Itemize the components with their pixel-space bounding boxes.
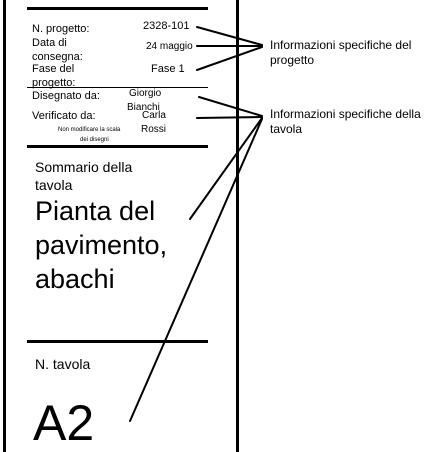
leader-drawn-by: [199, 97, 262, 116]
sheet-number-value: A2: [33, 395, 95, 451]
project-number-label: N. progetto:: [32, 23, 90, 35]
phase-label-line1: Fase del: [32, 63, 75, 75]
summary-label-line2: tavola: [35, 177, 73, 193]
leader-sheet-number: [130, 119, 262, 421]
summary-label-line1: Sommario della: [35, 159, 133, 175]
date-value: 24 maggio: [146, 41, 193, 52]
project-info-annotation-line2: progetto: [270, 53, 315, 67]
checked-by-value-line2: Rossi: [141, 124, 167, 135]
checked-by-label: Verificato da:: [32, 110, 96, 122]
sheet-info-annotation-line1: Informazioni specifiche della: [270, 107, 421, 121]
date-label-line2: consegna:: [32, 51, 83, 63]
scale-note-line2: dei disegni: [80, 137, 109, 143]
drawn-by-label: Disegnato da:: [32, 90, 100, 102]
leader-phase: [197, 47, 262, 70]
drawn-by-value-line1: Giorgio: [129, 88, 162, 99]
scale-note-line1: Non modificare la scala: [58, 127, 121, 133]
sheet-info-annotation-line2: tavola: [270, 122, 303, 136]
project-info-annotation-line1: Informazioni specifiche del: [270, 38, 412, 52]
phase-label-line2: progetto:: [32, 77, 76, 89]
summary-title-line1: Pianta del: [35, 196, 156, 226]
summary-title-line3: abachi: [35, 264, 115, 294]
summary-title-line2: pavimento,: [35, 230, 168, 260]
checked-by-value-line1: Carla: [142, 110, 166, 121]
drawn-by-value-line2: Bianchi: [127, 102, 160, 113]
phase-value: Fase 1: [151, 63, 185, 75]
leader-checked-by: [197, 117, 262, 118]
project-number-value: 2328-101: [143, 20, 190, 32]
date-label-line1: Data di: [32, 37, 67, 49]
sheet-number-label: N. tavola: [35, 356, 91, 372]
leader-project-number: [197, 27, 262, 45]
